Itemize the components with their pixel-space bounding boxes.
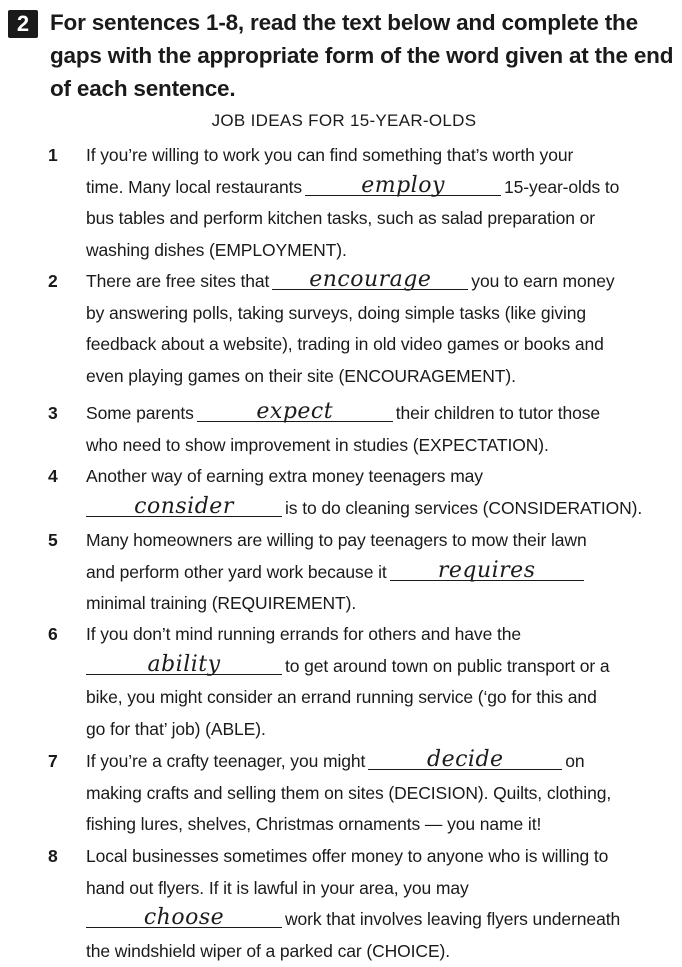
sentence-line bbox=[86, 557, 587, 589]
sentence-line: bus tables and perform kitchen tasks, such as salad preparation or bbox=[86, 203, 595, 235]
sentence-text: on bbox=[565, 751, 584, 771]
sentence-line bbox=[86, 172, 619, 204]
sentence-line bbox=[86, 398, 600, 430]
sentence-line: Another way of earning extra money teenagers may bbox=[86, 461, 483, 493]
sentence-line: by answering polls, taking surveys, doing simple tasks (like giving bbox=[86, 298, 586, 330]
sentence-line bbox=[86, 904, 620, 936]
sentence-text: to get around town on public transport or a bbox=[285, 656, 610, 676]
sentence-line: go for that’ job) (ABLE). bbox=[86, 714, 266, 746]
sentence-text: There are free sites that bbox=[86, 271, 269, 291]
sentence-line: the windshield wiper of a parked car (CHOICE). bbox=[86, 936, 450, 967]
answer-gap-4[interactable] bbox=[86, 494, 282, 517]
sentence-line bbox=[86, 746, 585, 778]
sentence-line: Local businesses sometimes offer money to anyone who is willing to bbox=[86, 841, 608, 873]
sentence-text: and perform other yard work because it bbox=[86, 562, 387, 582]
sentence-line: even playing games on their site (ENCOURAGEMENT). bbox=[86, 361, 516, 393]
text-title: JOB IDEAS FOR 15-YEAR-OLDS bbox=[0, 111, 682, 131]
sentence-number: 6 bbox=[48, 619, 58, 651]
sentence-line: minimal training (REQUIREMENT). bbox=[86, 588, 356, 620]
sentence-text: Some parents bbox=[86, 403, 194, 423]
task-instruction: For sentences 1-8, read the text below and complete the gaps with the appropriate form of the word given at the end of each sentence. bbox=[50, 6, 680, 105]
sentence-number: 3 bbox=[48, 398, 58, 430]
answer-gap-1[interactable] bbox=[305, 173, 501, 196]
handwritten-answer: ability bbox=[86, 652, 282, 678]
sentence-line: hand out flyers. If it is lawful in your area, you may bbox=[86, 873, 469, 905]
sentence-line bbox=[86, 493, 642, 525]
sentence-number: 1 bbox=[48, 140, 58, 172]
handwritten-answer: choose bbox=[86, 905, 282, 931]
sentence-number: 7 bbox=[48, 746, 58, 778]
sentence-line: feedback about a website), trading in old video games or books and bbox=[86, 329, 604, 361]
handwritten-answer: expect bbox=[197, 399, 393, 425]
sentence-line: who need to show improvement in studies (EXPECTATION). bbox=[86, 430, 549, 462]
sentence-line: fishing lures, shelves, Christmas ornaments — you name it! bbox=[86, 809, 541, 841]
answer-gap-5[interactable] bbox=[390, 558, 584, 581]
sentence-line: washing dishes (EMPLOYMENT). bbox=[86, 235, 347, 267]
sentence-text: is to do cleaning services (CONSIDERATION). bbox=[285, 498, 642, 518]
sentence-line bbox=[86, 651, 610, 683]
answer-gap-3[interactable] bbox=[197, 399, 393, 422]
sentence-number: 5 bbox=[48, 525, 58, 557]
sentence-line bbox=[86, 266, 615, 298]
sentence-number: 8 bbox=[48, 841, 58, 873]
sentence-line: making crafts and selling them on sites (DECISION). Quilts, clothing, bbox=[86, 778, 611, 810]
sentence-line: If you don’t mind running errands for others and have the bbox=[86, 619, 521, 651]
handwritten-answer: requires bbox=[390, 558, 584, 584]
handwritten-answer: consider bbox=[86, 494, 282, 520]
task-number-badge: 2 bbox=[8, 10, 38, 38]
sentence-text: work that involves leaving flyers underneath bbox=[285, 909, 620, 929]
sentence-line: If you’re willing to work you can find something that’s worth your bbox=[86, 140, 573, 172]
sentence-text: time. Many local restaurants bbox=[86, 177, 302, 197]
sentence-text: If you’re a crafty teenager, you might bbox=[86, 751, 365, 771]
answer-gap-8[interactable] bbox=[86, 905, 282, 928]
answer-gap-7[interactable] bbox=[368, 747, 562, 770]
sentence-number: 4 bbox=[48, 461, 58, 493]
sentence-number: 2 bbox=[48, 266, 58, 298]
answer-gap-6[interactable] bbox=[86, 652, 282, 675]
handwritten-answer: decide bbox=[368, 747, 562, 773]
answer-gap-2[interactable] bbox=[272, 267, 468, 290]
sentence-text: 15-year-olds to bbox=[504, 177, 619, 197]
handwritten-answer: employ bbox=[305, 173, 501, 199]
sentence-line: Many homeowners are willing to pay teenagers to mow their lawn bbox=[86, 525, 587, 557]
sentence-text: you to earn money bbox=[471, 271, 614, 291]
handwritten-answer: encourage bbox=[272, 267, 468, 293]
sentence-text: their children to tutor those bbox=[396, 403, 600, 423]
sentence-line: bike, you might consider an errand running service (‘go for this and bbox=[86, 682, 597, 714]
